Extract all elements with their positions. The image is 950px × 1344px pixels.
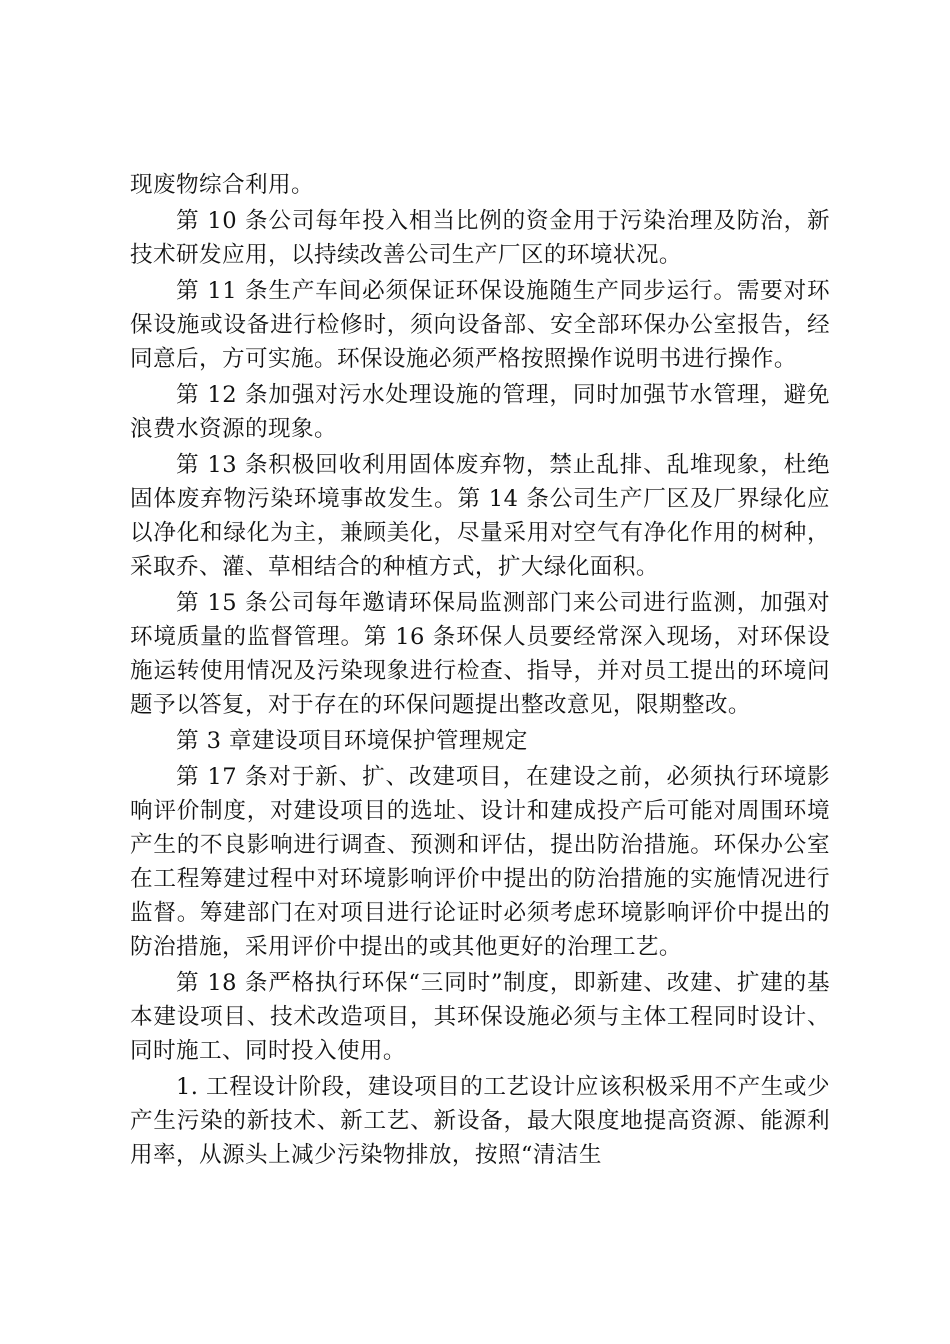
paragraph-article-12: 第 12 条加强对污水处理设施的管理，同时加强节水管理，避免浪费水资源的现象。: [130, 382, 830, 442]
paragraph-article-10: 第 10 条公司每年投入相当比例的资金用于污染治理及防治，新技术研发应用，以持续改善公司生产厂区的环境状况。: [130, 208, 830, 268]
chapter-heading: 第 3 章建设项目环境保护管理规定: [176, 728, 528, 754]
paragraph-continuation: 现废物综合利用。: [130, 172, 314, 198]
document-body: [130, 168, 830, 1174]
paragraph-item-1: 1. 工程设计阶段，建设项目的工艺设计应该积极采用不产生或少产生污染的新技术、新工艺、新设备，最大限度地提高资源、能源利用率，从源头上减少污染物排放，按照“清洁生: [130, 1074, 830, 1168]
paragraph-article-13-14: 第 13 条积极回收利用固体废弃物，禁止乱排、乱堆现象，杜绝固体废弃物污染环境事故发生。第 14 条公司生产厂区及厂界绿化应以净化和绿化为主，兼顾美化，尽量采用对空气有净化作用的树种，采取乔、灌、草相结合的种植方式，扩大绿化面积。: [130, 452, 830, 580]
paragraph-article-15-16: 第 15 条公司每年邀请环保局监测部门来公司进行监测，加强对环境质量的监督管理。第 16 条环保人员要经常深入现场，对环保设施运转使用情况及污染现象进行检查、指导，并对员工提出的环境问题予以答复，对于存在的环保问题提出整改意见，限期整改。: [130, 590, 830, 718]
paragraph-article-18: 第 18 条严格执行环保“三同时”制度，即新建、改建、扩建的基本建设项目、技术改造项目，其环保设施必须与主体工程同时设计、同时施工、同时投入使用。: [130, 970, 830, 1064]
paragraph-article-11: 第 11 条生产车间必须保证环保设施随生产同步运行。需要对环保设施或设备进行检修时，须向设备部、安全部环保办公室报告，经同意后，方可实施。环保设施必须严格按照操作说明书进行操作。: [130, 278, 830, 372]
paragraph-article-17: 第 17 条对于新、扩、改建项目，在建设之前，必须执行环境影响评价制度，对建设项目的选址、设计和建成投产后可能对周围环境产生的不良影响进行调查、预测和评估，提出防治措施。环保办公室在工程筹建过程中对环境影响评价中提出的防治措施的实施情况进行监督。筹建部门在对项目进行论证时必须考虑环境影响评价中提出的防治措施，采用评价中提出的或其他更好的治理工艺。: [130, 764, 830, 960]
